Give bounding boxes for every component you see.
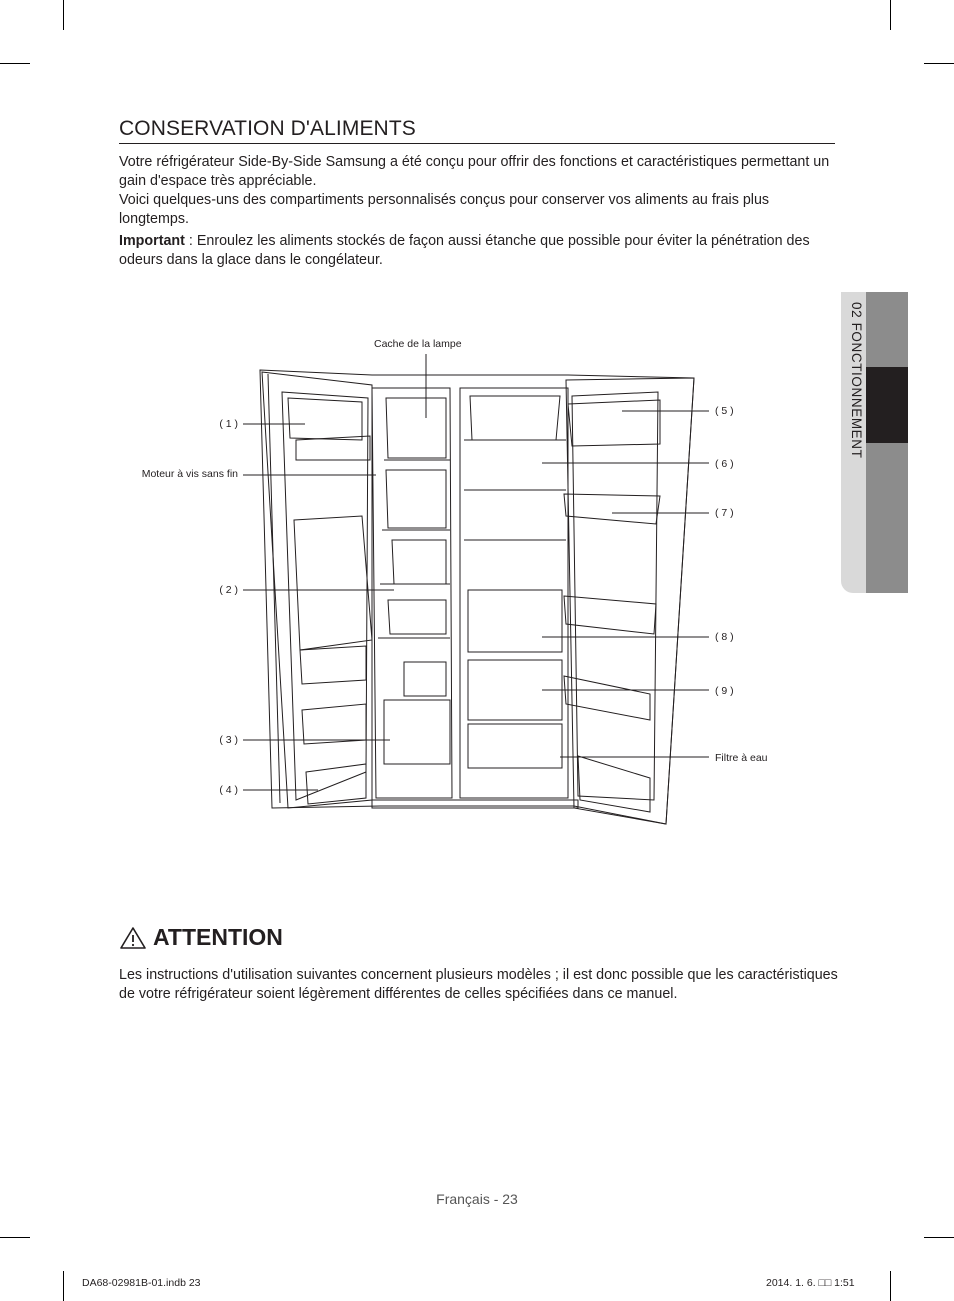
page-number: Français - 23 bbox=[436, 1191, 518, 1207]
label-7: ( 7 ) bbox=[715, 507, 734, 519]
warning-icon bbox=[119, 926, 147, 950]
label-4: ( 4 ) bbox=[219, 784, 238, 796]
print-date: 2014. 1. 6. □□ 1:51 bbox=[766, 1277, 855, 1289]
file-name: DA68-02981B-01.indb 23 bbox=[82, 1277, 201, 1289]
label-auger-motor: Moteur à vis sans fin bbox=[141, 468, 238, 480]
label-1: ( 1 ) bbox=[219, 418, 238, 430]
label-lamp-cover: Cache de la lampe bbox=[374, 338, 462, 350]
important-label: Important bbox=[119, 233, 185, 249]
label-6: ( 6 ) bbox=[715, 458, 734, 470]
section-title: CONSERVATION D'ALIMENTS bbox=[119, 116, 835, 144]
label-5: ( 5 ) bbox=[715, 405, 734, 417]
attention-text: Les instructions d'utilisation suivantes concernent plusieurs modèles ; il est donc possible que les caractéristiques de votre réfrigérateur soient légèrement différentes de celles spécifiées dans ce manuel. bbox=[119, 967, 838, 1003]
attention-title: ATTENTION bbox=[153, 924, 283, 950]
side-tab-label: 02 FONCTIONNEMENT bbox=[849, 302, 864, 459]
label-3: ( 3 ) bbox=[219, 734, 238, 746]
label-2: ( 2 ) bbox=[219, 584, 238, 596]
attention-heading bbox=[119, 924, 283, 951]
intro-paragraph-2: Voici quelques-uns des compartiments personnalisés conçus pour conserver vos aliments au frais plus longtemps. bbox=[119, 192, 770, 228]
important-text: : Enroulez les aliments stockés de façon aussi étanche que possible pour éviter la pénétration des odeurs dans la glace dans le congélateur. bbox=[119, 233, 810, 269]
label-water-filter: Filtre à eau bbox=[715, 752, 768, 764]
label-8: ( 8 ) bbox=[715, 631, 734, 643]
intro-paragraph-1: Votre réfrigérateur Side-By-Side Samsung a été conçu pour offrir des fonctions et caractéristiques permettant un gain d'espace très appréciable. bbox=[119, 154, 830, 190]
label-9: ( 9 ) bbox=[715, 685, 734, 697]
